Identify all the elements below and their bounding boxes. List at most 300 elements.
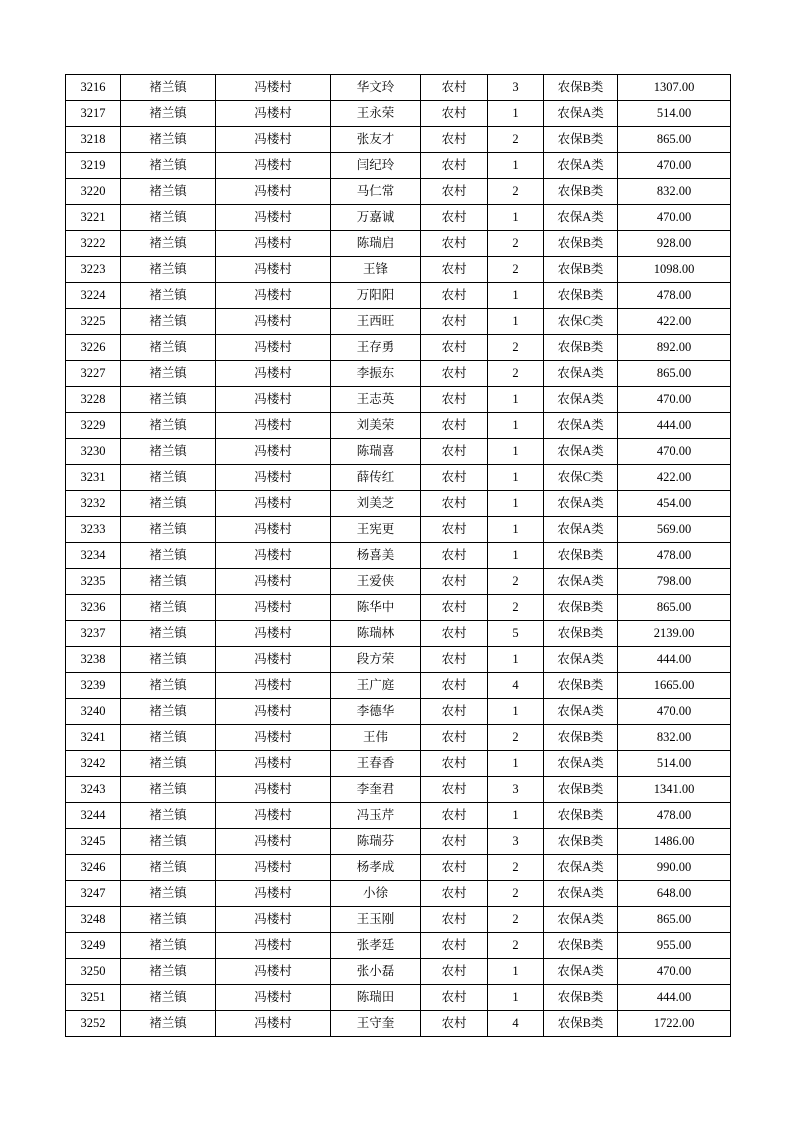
cell-residence-type: 农村	[421, 621, 488, 647]
cell-person-count: 2	[488, 595, 544, 621]
cell-amount: 990.00	[618, 855, 731, 881]
cell-person-count: 1	[488, 959, 544, 985]
cell-person-name: 刘美芝	[331, 491, 421, 517]
cell-village: 冯楼村	[216, 205, 331, 231]
cell-person-count: 1	[488, 439, 544, 465]
cell-residence-type: 农村	[421, 1011, 488, 1037]
cell-town: 褚兰镇	[121, 361, 216, 387]
cell-insurance-category: 农保B类	[544, 543, 618, 569]
cell-person-name: 陈瑞启	[331, 231, 421, 257]
cell-residence-type: 农村	[421, 881, 488, 907]
cell-insurance-category: 农保A类	[544, 413, 618, 439]
cell-person-count: 1	[488, 205, 544, 231]
cell-person-name: 王广庭	[331, 673, 421, 699]
cell-row-id: 3230	[66, 439, 121, 465]
cell-row-id: 3231	[66, 465, 121, 491]
cell-village: 冯楼村	[216, 777, 331, 803]
cell-village: 冯楼村	[216, 621, 331, 647]
cell-person-name: 李振东	[331, 361, 421, 387]
cell-row-id: 3217	[66, 101, 121, 127]
cell-village: 冯楼村	[216, 491, 331, 517]
cell-residence-type: 农村	[421, 179, 488, 205]
cell-amount: 865.00	[618, 127, 731, 153]
cell-insurance-category: 农保B类	[544, 75, 618, 101]
cell-residence-type: 农村	[421, 465, 488, 491]
cell-person-count: 3	[488, 829, 544, 855]
cell-insurance-category: 农保A类	[544, 439, 618, 465]
cell-insurance-category: 农保B类	[544, 725, 618, 751]
cell-residence-type: 农村	[421, 153, 488, 179]
table-row	[66, 179, 731, 205]
cell-residence-type: 农村	[421, 725, 488, 751]
cell-person-count: 1	[488, 647, 544, 673]
cell-insurance-category: 农保B类	[544, 335, 618, 361]
cell-amount: 892.00	[618, 335, 731, 361]
cell-village: 冯楼村	[216, 101, 331, 127]
cell-person-name: 陈瑞田	[331, 985, 421, 1011]
cell-village: 冯楼村	[216, 725, 331, 751]
cell-town: 褚兰镇	[121, 907, 216, 933]
cell-person-name: 李德华	[331, 699, 421, 725]
cell-row-id: 3222	[66, 231, 121, 257]
table-row	[66, 777, 731, 803]
cell-row-id: 3224	[66, 283, 121, 309]
cell-person-name: 王春香	[331, 751, 421, 777]
table-row	[66, 439, 731, 465]
cell-town: 褚兰镇	[121, 777, 216, 803]
cell-row-id: 3244	[66, 803, 121, 829]
cell-person-name: 万嘉诚	[331, 205, 421, 231]
cell-town: 褚兰镇	[121, 387, 216, 413]
cell-town: 褚兰镇	[121, 179, 216, 205]
table-row	[66, 647, 731, 673]
cell-insurance-category: 农保B类	[544, 777, 618, 803]
cell-town: 褚兰镇	[121, 569, 216, 595]
cell-amount: 955.00	[618, 933, 731, 959]
cell-village: 冯楼村	[216, 751, 331, 777]
cell-amount: 470.00	[618, 205, 731, 231]
cell-town: 褚兰镇	[121, 257, 216, 283]
cell-amount: 422.00	[618, 309, 731, 335]
cell-town: 褚兰镇	[121, 985, 216, 1011]
cell-amount: 1486.00	[618, 829, 731, 855]
cell-insurance-category: 农保A类	[544, 647, 618, 673]
cell-person-name: 段方荣	[331, 647, 421, 673]
cell-person-name: 陈瑞芬	[331, 829, 421, 855]
cell-town: 褚兰镇	[121, 725, 216, 751]
cell-insurance-category: 农保B类	[544, 621, 618, 647]
cell-row-id: 3219	[66, 153, 121, 179]
cell-village: 冯楼村	[216, 153, 331, 179]
table-row	[66, 569, 731, 595]
cell-row-id: 3242	[66, 751, 121, 777]
table-row	[66, 491, 731, 517]
cell-village: 冯楼村	[216, 985, 331, 1011]
cell-person-name: 小徐	[331, 881, 421, 907]
cell-person-name: 张小磊	[331, 959, 421, 985]
cell-amount: 470.00	[618, 439, 731, 465]
cell-town: 褚兰镇	[121, 205, 216, 231]
cell-town: 褚兰镇	[121, 283, 216, 309]
cell-village: 冯楼村	[216, 933, 331, 959]
cell-person-count: 2	[488, 231, 544, 257]
cell-person-count: 1	[488, 309, 544, 335]
cell-residence-type: 农村	[421, 543, 488, 569]
table-row	[66, 907, 731, 933]
cell-village: 冯楼村	[216, 75, 331, 101]
cell-person-name: 陈华中	[331, 595, 421, 621]
cell-person-name: 华文玲	[331, 75, 421, 101]
table-row	[66, 725, 731, 751]
cell-person-name: 杨喜美	[331, 543, 421, 569]
cell-amount: 444.00	[618, 413, 731, 439]
cell-amount: 470.00	[618, 699, 731, 725]
cell-residence-type: 农村	[421, 595, 488, 621]
cell-village: 冯楼村	[216, 647, 331, 673]
cell-row-id: 3225	[66, 309, 121, 335]
cell-amount: 478.00	[618, 803, 731, 829]
cell-insurance-category: 农保A类	[544, 881, 618, 907]
cell-village: 冯楼村	[216, 439, 331, 465]
table-row	[66, 699, 731, 725]
cell-amount: 928.00	[618, 231, 731, 257]
cell-town: 褚兰镇	[121, 309, 216, 335]
cell-town: 褚兰镇	[121, 829, 216, 855]
cell-insurance-category: 农保B类	[544, 985, 618, 1011]
cell-residence-type: 农村	[421, 127, 488, 153]
cell-row-id: 3232	[66, 491, 121, 517]
cell-person-count: 4	[488, 1011, 544, 1037]
cell-insurance-category: 农保B类	[544, 829, 618, 855]
cell-person-name: 闫纪玲	[331, 153, 421, 179]
cell-amount: 832.00	[618, 725, 731, 751]
cell-amount: 865.00	[618, 361, 731, 387]
cell-residence-type: 农村	[421, 751, 488, 777]
table-row	[66, 673, 731, 699]
cell-amount: 1341.00	[618, 777, 731, 803]
cell-town: 褚兰镇	[121, 543, 216, 569]
cell-town: 褚兰镇	[121, 959, 216, 985]
cell-row-id: 3236	[66, 595, 121, 621]
cell-residence-type: 农村	[421, 699, 488, 725]
table-row	[66, 621, 731, 647]
cell-town: 褚兰镇	[121, 647, 216, 673]
cell-insurance-category: 农保B类	[544, 283, 618, 309]
cell-village: 冯楼村	[216, 231, 331, 257]
table-row	[66, 231, 731, 257]
cell-residence-type: 农村	[421, 569, 488, 595]
cell-amount: 470.00	[618, 959, 731, 985]
cell-person-name: 薛传红	[331, 465, 421, 491]
cell-residence-type: 农村	[421, 283, 488, 309]
cell-village: 冯楼村	[216, 257, 331, 283]
cell-amount: 2139.00	[618, 621, 731, 647]
cell-town: 褚兰镇	[121, 881, 216, 907]
table-row	[66, 803, 731, 829]
cell-person-count: 3	[488, 777, 544, 803]
cell-row-id: 3223	[66, 257, 121, 283]
table-row	[66, 335, 731, 361]
cell-person-count: 2	[488, 569, 544, 595]
cell-row-id: 3248	[66, 907, 121, 933]
cell-insurance-category: 农保A类	[544, 569, 618, 595]
cell-town: 褚兰镇	[121, 699, 216, 725]
cell-town: 褚兰镇	[121, 803, 216, 829]
cell-town: 褚兰镇	[121, 231, 216, 257]
cell-insurance-category: 农保B类	[544, 231, 618, 257]
cell-village: 冯楼村	[216, 361, 331, 387]
table-row	[66, 1011, 731, 1037]
cell-town: 褚兰镇	[121, 75, 216, 101]
cell-person-count: 1	[488, 153, 544, 179]
cell-amount: 648.00	[618, 881, 731, 907]
table-row	[66, 985, 731, 1011]
cell-row-id: 3233	[66, 517, 121, 543]
cell-amount: 1098.00	[618, 257, 731, 283]
cell-person-name: 张友才	[331, 127, 421, 153]
cell-insurance-category: 农保B类	[544, 595, 618, 621]
table-row	[66, 205, 731, 231]
cell-insurance-category: 农保A类	[544, 699, 618, 725]
cell-amount: 569.00	[618, 517, 731, 543]
cell-amount: 1307.00	[618, 75, 731, 101]
cell-row-id: 3251	[66, 985, 121, 1011]
table-row	[66, 751, 731, 777]
cell-person-count: 3	[488, 75, 544, 101]
cell-town: 褚兰镇	[121, 621, 216, 647]
table-row	[66, 283, 731, 309]
cell-person-count: 5	[488, 621, 544, 647]
cell-amount: 470.00	[618, 387, 731, 413]
cell-row-id: 3252	[66, 1011, 121, 1037]
table-row	[66, 517, 731, 543]
cell-village: 冯楼村	[216, 465, 331, 491]
cell-residence-type: 农村	[421, 647, 488, 673]
cell-amount: 478.00	[618, 283, 731, 309]
cell-amount: 422.00	[618, 465, 731, 491]
cell-person-count: 2	[488, 335, 544, 361]
cell-residence-type: 农村	[421, 803, 488, 829]
cell-person-count: 1	[488, 491, 544, 517]
cell-row-id: 3227	[66, 361, 121, 387]
cell-insurance-category: 农保A类	[544, 517, 618, 543]
cell-row-id: 3220	[66, 179, 121, 205]
cell-residence-type: 农村	[421, 673, 488, 699]
cell-row-id: 3247	[66, 881, 121, 907]
cell-residence-type: 农村	[421, 335, 488, 361]
cell-row-id: 3250	[66, 959, 121, 985]
cell-amount: 832.00	[618, 179, 731, 205]
cell-village: 冯楼村	[216, 387, 331, 413]
cell-row-id: 3239	[66, 673, 121, 699]
cell-row-id: 3226	[66, 335, 121, 361]
cell-insurance-category: 农保A类	[544, 361, 618, 387]
cell-town: 褚兰镇	[121, 933, 216, 959]
cell-amount: 444.00	[618, 985, 731, 1011]
cell-person-name: 王宪更	[331, 517, 421, 543]
table-row	[66, 465, 731, 491]
cell-amount: 454.00	[618, 491, 731, 517]
cell-village: 冯楼村	[216, 179, 331, 205]
cell-insurance-category: 农保A类	[544, 855, 618, 881]
cell-person-count: 2	[488, 725, 544, 751]
cell-row-id: 3238	[66, 647, 121, 673]
cell-person-name: 王守奎	[331, 1011, 421, 1037]
cell-town: 褚兰镇	[121, 465, 216, 491]
cell-insurance-category: 农保C类	[544, 465, 618, 491]
cell-residence-type: 农村	[421, 959, 488, 985]
cell-person-name: 王锋	[331, 257, 421, 283]
cell-town: 褚兰镇	[121, 1011, 216, 1037]
cell-row-id: 3218	[66, 127, 121, 153]
cell-village: 冯楼村	[216, 595, 331, 621]
table-row	[66, 257, 731, 283]
table-row	[66, 75, 731, 101]
cell-insurance-category: 农保B类	[544, 257, 618, 283]
cell-residence-type: 农村	[421, 491, 488, 517]
cell-residence-type: 农村	[421, 387, 488, 413]
cell-person-name: 陈瑞林	[331, 621, 421, 647]
cell-insurance-category: 农保B类	[544, 179, 618, 205]
cell-insurance-category: 农保A类	[544, 751, 618, 777]
cell-town: 褚兰镇	[121, 595, 216, 621]
table-row	[66, 829, 731, 855]
cell-row-id: 3229	[66, 413, 121, 439]
cell-person-count: 1	[488, 517, 544, 543]
cell-person-name: 王存勇	[331, 335, 421, 361]
table-row	[66, 413, 731, 439]
cell-person-count: 1	[488, 751, 544, 777]
cell-insurance-category: 农保B类	[544, 1011, 618, 1037]
cell-village: 冯楼村	[216, 959, 331, 985]
table-row	[66, 387, 731, 413]
cell-residence-type: 农村	[421, 205, 488, 231]
cell-insurance-category: 农保B类	[544, 803, 618, 829]
cell-village: 冯楼村	[216, 283, 331, 309]
cell-person-name: 冯玉芹	[331, 803, 421, 829]
cell-person-name: 万阳阳	[331, 283, 421, 309]
cell-residence-type: 农村	[421, 413, 488, 439]
cell-residence-type: 农村	[421, 257, 488, 283]
cell-village: 冯楼村	[216, 309, 331, 335]
cell-town: 褚兰镇	[121, 855, 216, 881]
cell-insurance-category: 农保A类	[544, 101, 618, 127]
cell-village: 冯楼村	[216, 543, 331, 569]
cell-town: 褚兰镇	[121, 517, 216, 543]
cell-residence-type: 农村	[421, 361, 488, 387]
cell-village: 冯楼村	[216, 127, 331, 153]
cell-insurance-category: 农保A类	[544, 153, 618, 179]
cell-row-id: 3221	[66, 205, 121, 231]
cell-residence-type: 农村	[421, 101, 488, 127]
cell-person-count: 1	[488, 985, 544, 1011]
cell-village: 冯楼村	[216, 907, 331, 933]
cell-insurance-category: 农保A类	[544, 959, 618, 985]
cell-person-count: 4	[488, 673, 544, 699]
cell-person-name: 马仁常	[331, 179, 421, 205]
cell-person-count: 1	[488, 413, 544, 439]
cell-insurance-category: 农保A类	[544, 205, 618, 231]
cell-person-count: 1	[488, 699, 544, 725]
cell-amount: 514.00	[618, 101, 731, 127]
cell-amount: 514.00	[618, 751, 731, 777]
records-table	[65, 74, 731, 1037]
table-row	[66, 595, 731, 621]
cell-residence-type: 农村	[421, 439, 488, 465]
cell-town: 褚兰镇	[121, 439, 216, 465]
cell-person-count: 2	[488, 907, 544, 933]
table-row	[66, 881, 731, 907]
cell-person-name: 张孝廷	[331, 933, 421, 959]
cell-village: 冯楼村	[216, 335, 331, 361]
cell-village: 冯楼村	[216, 517, 331, 543]
cell-person-count: 1	[488, 465, 544, 491]
cell-insurance-category: 农保B类	[544, 933, 618, 959]
cell-person-count: 1	[488, 387, 544, 413]
cell-person-count: 1	[488, 101, 544, 127]
cell-village: 冯楼村	[216, 699, 331, 725]
cell-amount: 470.00	[618, 153, 731, 179]
table-row	[66, 855, 731, 881]
table-row	[66, 543, 731, 569]
cell-person-name: 王西旺	[331, 309, 421, 335]
cell-row-id: 3235	[66, 569, 121, 595]
cell-person-count: 2	[488, 855, 544, 881]
cell-village: 冯楼村	[216, 1011, 331, 1037]
cell-person-count: 2	[488, 881, 544, 907]
cell-village: 冯楼村	[216, 855, 331, 881]
cell-insurance-category: 农保C类	[544, 309, 618, 335]
cell-residence-type: 农村	[421, 517, 488, 543]
cell-person-count: 2	[488, 933, 544, 959]
table-row	[66, 933, 731, 959]
cell-amount: 444.00	[618, 647, 731, 673]
cell-residence-type: 农村	[421, 907, 488, 933]
cell-row-id: 3228	[66, 387, 121, 413]
cell-town: 褚兰镇	[121, 101, 216, 127]
table-row	[66, 153, 731, 179]
cell-person-count: 1	[488, 803, 544, 829]
table-row	[66, 309, 731, 335]
cell-village: 冯楼村	[216, 569, 331, 595]
cell-person-count: 1	[488, 543, 544, 569]
cell-residence-type: 农村	[421, 933, 488, 959]
cell-village: 冯楼村	[216, 413, 331, 439]
table-row	[66, 361, 731, 387]
cell-town: 褚兰镇	[121, 751, 216, 777]
cell-person-count: 1	[488, 283, 544, 309]
cell-person-name: 王永荣	[331, 101, 421, 127]
cell-person-name: 陈瑞喜	[331, 439, 421, 465]
table-row	[66, 959, 731, 985]
cell-residence-type: 农村	[421, 855, 488, 881]
cell-insurance-category: 农保A类	[544, 907, 618, 933]
cell-person-name: 王志英	[331, 387, 421, 413]
cell-insurance-category: 农保A类	[544, 491, 618, 517]
cell-row-id: 3237	[66, 621, 121, 647]
cell-amount: 478.00	[618, 543, 731, 569]
cell-amount: 865.00	[618, 595, 731, 621]
cell-village: 冯楼村	[216, 881, 331, 907]
cell-town: 褚兰镇	[121, 413, 216, 439]
cell-person-count: 2	[488, 361, 544, 387]
cell-amount: 1722.00	[618, 1011, 731, 1037]
cell-village: 冯楼村	[216, 803, 331, 829]
cell-village: 冯楼村	[216, 829, 331, 855]
cell-row-id: 3234	[66, 543, 121, 569]
cell-person-name: 王玉刚	[331, 907, 421, 933]
cell-row-id: 3246	[66, 855, 121, 881]
